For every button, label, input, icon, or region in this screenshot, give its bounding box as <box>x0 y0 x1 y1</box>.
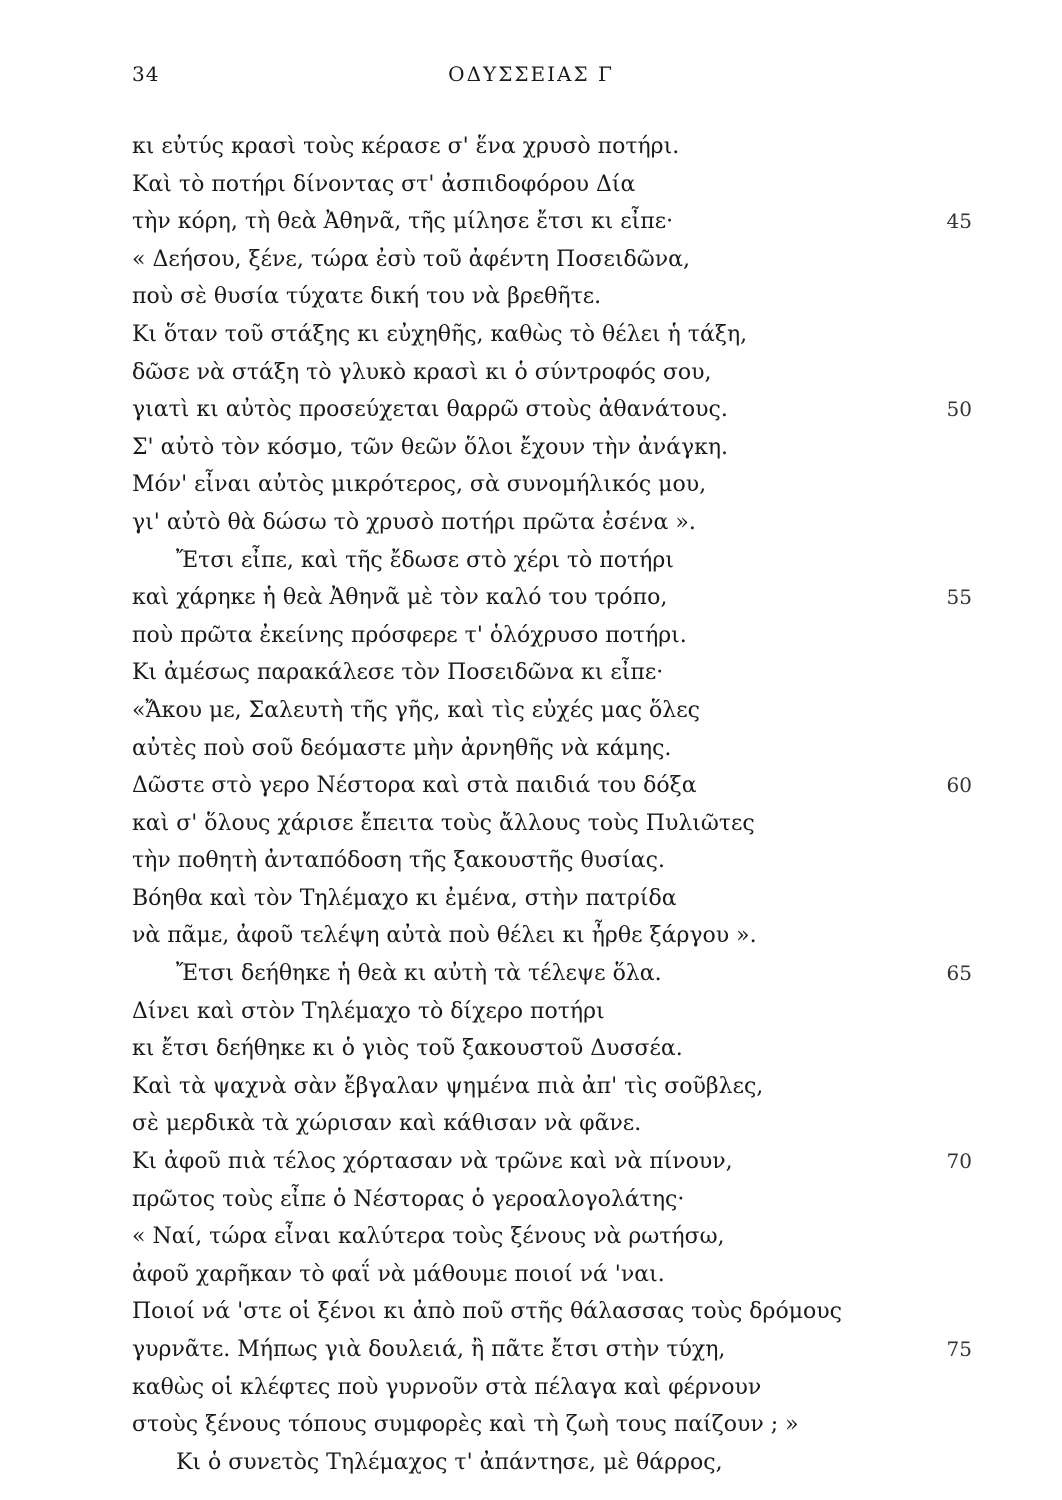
verse-text: « Δεήσου, ξένε, τώρα ἐσὺ τοῦ ἀφέντη Ποσειδῶνα, <box>132 246 690 272</box>
verse-line <box>132 1256 972 1294</box>
verse-text: Βόηθα καὶ τὸν Τηλέμαχο κι ἐμένα, στὴν πατρίδα <box>132 885 677 911</box>
verse-line <box>132 1218 972 1256</box>
verse-line <box>132 128 972 166</box>
verse-line <box>132 1331 972 1369</box>
verse-line <box>132 880 972 918</box>
verse-text: γιατὶ κι αὐτὸς προσεύχεται θαρρῶ στοὺς ἀθανάτους. <box>132 397 728 423</box>
page-number: 34 <box>132 62 160 86</box>
verse-line <box>132 278 972 316</box>
verse-line <box>132 241 972 279</box>
line-number: 65 <box>946 961 972 986</box>
verse-line <box>132 203 972 241</box>
verse-text: στοὺς ξένους τόπους συμφορὲς καὶ τὴ ζωὴ τους παίζουν ; » <box>132 1412 799 1438</box>
verse-text: τὴν κόρη, τὴ θεὰ Ἀθηνᾶ, τῆς μίλησε ἔτσι κι εἶπε· <box>132 209 674 235</box>
verse-list <box>132 128 972 1481</box>
verse-text: κι εὐτύς κρασὶ τοὺς κέρασε σ' ἕνα χρυσὸ ποτήρι. <box>132 134 680 159</box>
verse-line <box>132 955 972 993</box>
verse-text: Δῶστε στὸ γερο Νέστορα καὶ στὰ παιδιά του δόξα <box>132 773 697 799</box>
verse-text: « Ναί, τώρα εἶναι καλύτερα τοὺς ξένους νὰ ρωτήσω, <box>132 1224 725 1250</box>
verse-line <box>132 842 972 880</box>
verse-text: κι ἔτσι δεήθηκε κι ὁ γιὸς τοῦ ξακουστοῦ Δυσσέα. <box>132 1036 683 1062</box>
verse-text: ποὺ πρῶτα ἐκείνης πρόσφερε τ' ὁλόχρυσο ποτήρι. <box>132 622 687 648</box>
line-number: 70 <box>946 1149 972 1174</box>
line-number: 50 <box>946 397 972 422</box>
verse-text: καὶ σ' ὅλους χάρισε ἔπειτα τοὺς ἄλλους τοὺς Πυλιῶτες <box>132 810 755 836</box>
verse-line <box>132 166 972 204</box>
verse-text: αὐτὲς ποὺ σοῦ δεόμαστε μὴν ἀρνηθῆς νὰ κάμης. <box>132 735 672 761</box>
verse-text: Κι ὁ συνετὸς Τηλέμαχος τ' ἀπάντησε, μὲ θάρρος, <box>176 1449 723 1475</box>
verse-text: Ποιοί νά 'στε οἱ ξένοι κι ἀπὸ ποῦ στῆς θάλασσας τοὺς δρόμους <box>132 1299 842 1325</box>
verse-text: ἀφοῦ χαρῆκαν τὸ φαΐ νὰ μάθουμε ποιοί νά 'ναι. <box>132 1261 665 1287</box>
verse-text: πρῶτος τοὺς εἶπε ὁ Νέστορας ὁ γεροαλογολάτης· <box>132 1186 685 1212</box>
verse-text: γι' αὐτὸ θὰ δώσω τὸ χρυσὸ ποτήρι πρῶτα ἐσένα ». <box>132 509 696 535</box>
line-number: 60 <box>946 773 972 798</box>
verse-text: Σ' αὐτὸ τὸν κόσμο, τῶν θεῶν ὅλοι ἔχουν τὴν ἀνάγκη. <box>132 434 729 460</box>
verse-line <box>132 1143 972 1181</box>
verse-line <box>132 805 972 843</box>
verse-line <box>132 1444 972 1482</box>
verse-line <box>132 993 972 1031</box>
verse-text: «Ἄκου με, Σαλευτὴ τῆς γῆς, καὶ τὶς εὐχές μας ὅλες <box>132 697 700 723</box>
verse-line <box>132 1181 972 1219</box>
verse-line <box>132 1293 972 1331</box>
book-title: ΟΔΥΣΣΕΙΑΣ Γ <box>448 62 614 86</box>
verse-line <box>132 730 972 768</box>
verse-line <box>132 692 972 730</box>
verse-text: Καὶ τὰ ψαχνὰ σὰν ἔβγαλαν ψημένα πιὰ ἀπ' τὶς σοῦβλες, <box>132 1073 764 1099</box>
verse-line <box>132 617 972 655</box>
line-number: 55 <box>946 585 972 610</box>
verse-line <box>132 767 972 805</box>
verse-line <box>132 917 972 955</box>
verse-line <box>132 391 972 429</box>
verse-line <box>132 429 972 467</box>
verse-line <box>132 466 972 504</box>
verse-line <box>132 1105 972 1143</box>
verse-line <box>132 1406 972 1444</box>
verse-line <box>132 542 972 580</box>
verse-text: καθὼς οἱ κλέφτες ποὺ γυρνοῦν στὰ πέλαγα καὶ φέρνουν <box>132 1374 762 1400</box>
verse-text: Μόν' εἶναι αὐτὸς μικρότερος, σὰ συνομήλικός μου, <box>132 472 707 498</box>
line-number: 45 <box>946 209 972 234</box>
verse-text: γυρνᾶτε. Μήπως γιὰ δουλειά, ἢ πᾶτε ἔτσι στὴν τύχη, <box>132 1337 726 1362</box>
verse-text: Ἔτσι εἶπε, καὶ τῆς ἔδωσε στὸ χέρι τὸ ποτήρι <box>176 547 674 573</box>
running-head <box>0 62 1062 92</box>
verse-line <box>132 1030 972 1068</box>
verse-text: Δίνει καὶ στὸν Τηλέμαχο τὸ δίχερο ποτήρι <box>132 998 605 1024</box>
verse-line <box>132 354 972 392</box>
verse-line <box>132 654 972 692</box>
verse-line <box>132 1068 972 1106</box>
verse-text: τὴν ποθητὴ ἀνταπόδοση τῆς ξακουστῆς θυσίας. <box>132 848 665 874</box>
verse-text: Κι ὅταν τοῦ στάξης κι εὐχηθῆς, καθὼς τὸ θέλει ἡ τάξη, <box>132 321 748 347</box>
verse-text: σὲ μερδικὰ τὰ χώρισαν καὶ κάθισαν νὰ φᾶνε. <box>132 1111 642 1137</box>
verse-line <box>132 579 972 617</box>
verse-text: νὰ πᾶμε, ἀφοῦ τελέψη αὐτὰ ποὺ θέλει κι ἦρθε ξάργου ». <box>132 923 757 949</box>
verse-text: καὶ χάρηκε ἡ θεὰ Ἀθηνᾶ μὲ τὸν καλό του τρόπο, <box>132 585 668 611</box>
line-number: 75 <box>946 1337 972 1361</box>
verse-text: Κι ἀμέσως παρακάλεσε τὸν Ποσειδῶνα κι εἶπε· <box>132 660 664 686</box>
verse-line <box>132 1369 972 1407</box>
verse-text: Κι ἀφοῦ πιὰ τέλος χόρτασαν νὰ τρῶνε καὶ νὰ πίνουν, <box>132 1149 733 1175</box>
verse-text: Καὶ τὸ ποτήρι δίνοντας στ' ἀσπιδοφόρου Δία <box>132 171 636 197</box>
verse-line <box>132 504 972 542</box>
verse-text: ποὺ σὲ θυσία τύχατε δική του νὰ βρεθῆτε. <box>132 284 602 310</box>
verse-line <box>132 316 972 354</box>
verse-text: δῶσε νὰ στάξη τὸ γλυκὸ κρασὶ κι ὁ σύντροφός σου, <box>132 359 712 385</box>
verse-text: Ἔτσι δεήθηκε ἡ θεὰ κι αὐτὴ τὰ τέλεψε ὅλα. <box>176 961 662 987</box>
